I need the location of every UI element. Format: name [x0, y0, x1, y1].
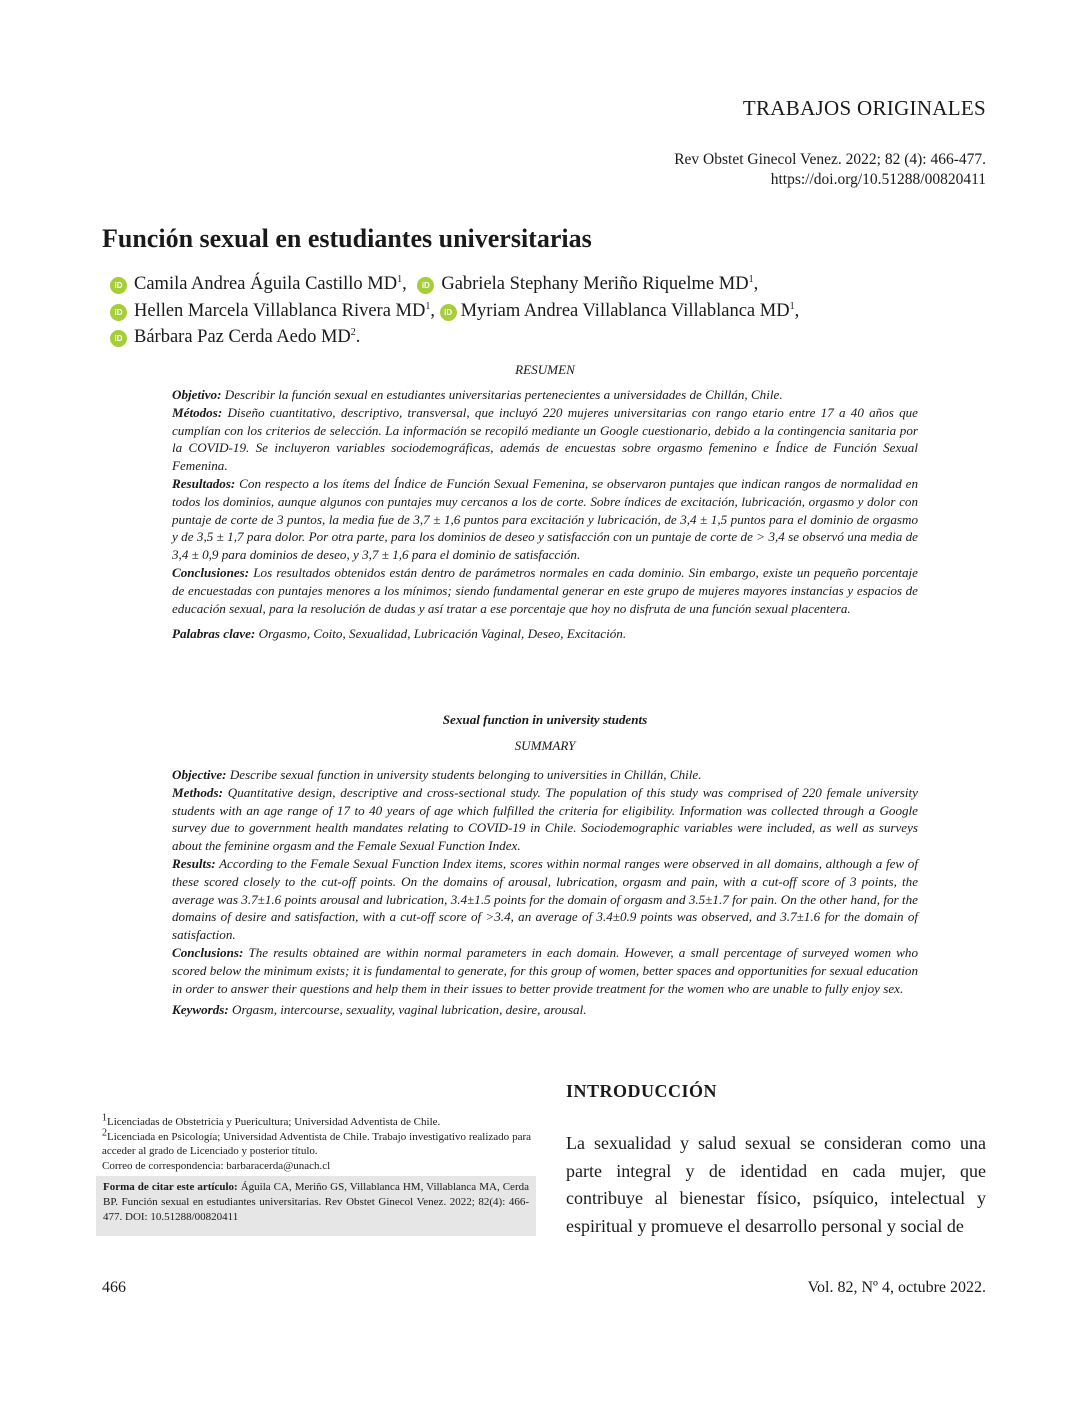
- author-name: Myriam Andrea Villablanca Villablanca MD: [460, 300, 790, 321]
- footnote-1: $^1$Licenciadas de Obstetricia y Puericultura; Universidad Adventista de Chile.: [102, 1112, 441, 1128]
- summary-heading: SUMMARY: [514, 738, 576, 753]
- summary-results: Results: According to the Female Sexual Function Index items, scores within normal ranges were observed in all domains, although a few of these scored closely to the cut-off points. On the domains of arousal, lubrication, orgasm and pain, with a cut-off score of 3 points, the average was 3.7±1.6 points arousal and lubrication, 3.4±1.5 points for the domain of orgasm and 3.5±1.7 for pain. On the other hand, for the domains of desire and satisfaction, with a cut-off score of >3.4, an average of 3.4±0.9 points was observed, and 3.7±1.6 for the domain of satisfaction.: [172, 855, 918, 943]
- orcid-icon[interactable]: iD: [110, 277, 127, 294]
- orcid-icon[interactable]: iD: [110, 304, 127, 321]
- summary-objective: Objective: Describe sexual function in university students belonging to universities in Chillán, Chile.: [172, 767, 702, 782]
- author-name: Bárbara Paz Cerda Aedo MD: [134, 327, 351, 347]
- author-name: Hellen Marcela Villablanca Rivera MD: [134, 300, 426, 321]
- summary-body: [172, 766, 918, 1019]
- affiliation-mark: 2: [350, 326, 356, 338]
- author-line-1: iD Camila Andrea Águila Castillo $MD^1$, iD Gabriela Stephany Meriño Riquelme $MD^1$,: [110, 271, 799, 298]
- page-number: 466: [102, 1279, 126, 1296]
- summary-conclusions: Conclusions: The results obtained are within normal parameters in each domain. However, a small percentage of surveyed women who scored below the minimum exists; it is fundamental to generate, for this group of women, better spaces and opportunities for sexual education in order to answer their questions and help them in their issues to better provide treatment for the women who are unable to fully enjoy sex.: [172, 944, 918, 996]
- journal-reference: Rev Obstet Ginecol Venez. 2022; 82 (4): 466-477.: [674, 151, 986, 168]
- orcid-icon[interactable]: iD: [440, 304, 457, 321]
- journal-citation: [674, 150, 986, 190]
- orcid-icon[interactable]: iD: [110, 330, 127, 347]
- correspondence-email: Correo de correspondencia: barbaracerda@unach.cl: [102, 1159, 331, 1172]
- orcid-icon[interactable]: iD: [417, 277, 434, 294]
- author-line-3: iD Bárbara Paz Cerda Aedo $MD^2$.: [110, 324, 799, 351]
- resumen-heading: RESUMEN: [515, 362, 575, 377]
- affiliation-mark: 1: [397, 273, 403, 285]
- affiliation-mark: 1: [789, 300, 795, 312]
- author-name: Gabriela Stephany Meriño Riquelme MD: [441, 274, 749, 294]
- cite-text: Águila CA, Meriño GS, Villablanca HM, Villablanca MA, Cerda BP. Función sexual en estudiantes universitarias. Rev Obstet Ginecol Venez. 2022; 82(4): 466-477. DOI: 10.51288/00820411: [103, 1181, 529, 1223]
- affiliation-mark: 1: [748, 273, 754, 285]
- resumen-metodos: Métodos: Diseño cuantitativo, descriptivo, transversal, que incluyó 220 mujeres universitarias con rango etario entre 17 a 40 años que cumplían con los criterios de selección. La información se recopiló mediante un Google cuestionario, debido a la contingencia sanitaria por la COVID-19. Se incluyeron variables sociodemográficas, además de encuestas sobre orgasmo femenino e Índice de Función Sexual Femenina.: [172, 404, 918, 474]
- intro-heading: INTRODUCCIÓN: [566, 1081, 718, 1101]
- cite-this-article-box: [96, 1176, 536, 1236]
- section-label: TRABAJOS ORIGINALES: [742, 96, 986, 120]
- author-name: Camila Andrea Águila Castillo MD: [134, 274, 398, 294]
- author-list: [110, 271, 799, 351]
- footnote-2: $^2$Licenciada en Psicología; Universidad Adventista de Chile. Trabajo investigativo realizado para acceder al grado de Licenciado y posterior título.: [102, 1126, 531, 1158]
- footnotes: [102, 1112, 531, 1173]
- resumen-palabras-clave: Palabras clave: Orgasmo, Coito, Sexualidad, Lubricación Vaginal, Deseo, Excitación.: [172, 626, 627, 642]
- summary-keywords: Keywords: Orgasm, intercourse, sexuality, vaginal lubrication, desire, arousal.: [172, 1002, 587, 1018]
- english-title: Sexual function in university students: [442, 712, 648, 727]
- intro-paragraph: La sexualidad y salud sexual se consideran como una parte integral y de identidad en cada mujer, que contribuye al bienestar físico, psíquico, intelectual y espiritual y promueve el desarrollo personal y social de: [566, 1133, 986, 1236]
- affiliation-mark: 1: [425, 300, 431, 312]
- article-title: Función sexual en estudiantes universitarias: [102, 224, 592, 253]
- author-line-2: iD Hellen Marcela Villablanca Rivera $MD^1$, iD Myriam Andrea Villablanca Villablanca $MD^1$,: [110, 298, 799, 325]
- resumen-objetivo: Objetivo: Describir la función sexual en estudiantes universitarias pertenecientes a universidades de Chillán, Chile.: [172, 387, 783, 402]
- resumen-conclusiones: Conclusiones: Los resultados obtenidos están dentro de parámetros normales en cada dominio. Sin embargo, existe un pequeño porcentaje de encuestadas con puntajes menores a los mínimos; siendo fundamental generar en este grupo de mujeres mayores instancias y espacios de educación sexual, para la resolución de dudas y así tratar a ese porcentaje que hoy no disfruta de una función sexual placentera.: [172, 564, 918, 616]
- resumen-resultados: Resultados: Con respecto a los ítems del Índice de Función Sexual Femenina, se observaron puntajes que indican rangos de normalidad en todos los dominios, aunque algunos con puntajes muy cercanos a los de corte. Sobre índices de excitación, lubricación, orgasmo y dolor con puntaje de corte de 3 puntos, la media fue de 3,7 ± 1,6 puntos para excitación y lubricación, de 3,4 ± 1,5 puntos para el dominio de orgasmo y de 3,5 ± 1,7 para dolor. Por otra parte, para los dominios de deseo y satisfacción con un puntaje de corte de > 3,4 se observó una media de 3,4 ± 0,9 para dominios de deseo, y 3,7 ± 1,6 para el dominio de satisfacción.: [172, 475, 918, 563]
- summary-methods: Methods: Quantitative design, descriptive and cross-sectional study. The population of this study was comprised of 220 female university students with an age range of 17 to 40 years of age which fulfilled the criteria for eligibility. Information was collected through a Google survey due to government health mandates relating to COVID-19 in Chile. Sociodemographic variables were included, as well as surveys about the feminine orgasm and the Female Sexual Function Index.: [172, 784, 918, 854]
- resumen-body: [172, 386, 918, 643]
- cite-label: Forma de citar este artículo:: [103, 1181, 238, 1193]
- doi-link[interactable]: https://doi.org/10.51288/00820411: [770, 171, 986, 188]
- issue-info: Vol. 82, Nº 4, octubre 2022.: [807, 1279, 986, 1296]
